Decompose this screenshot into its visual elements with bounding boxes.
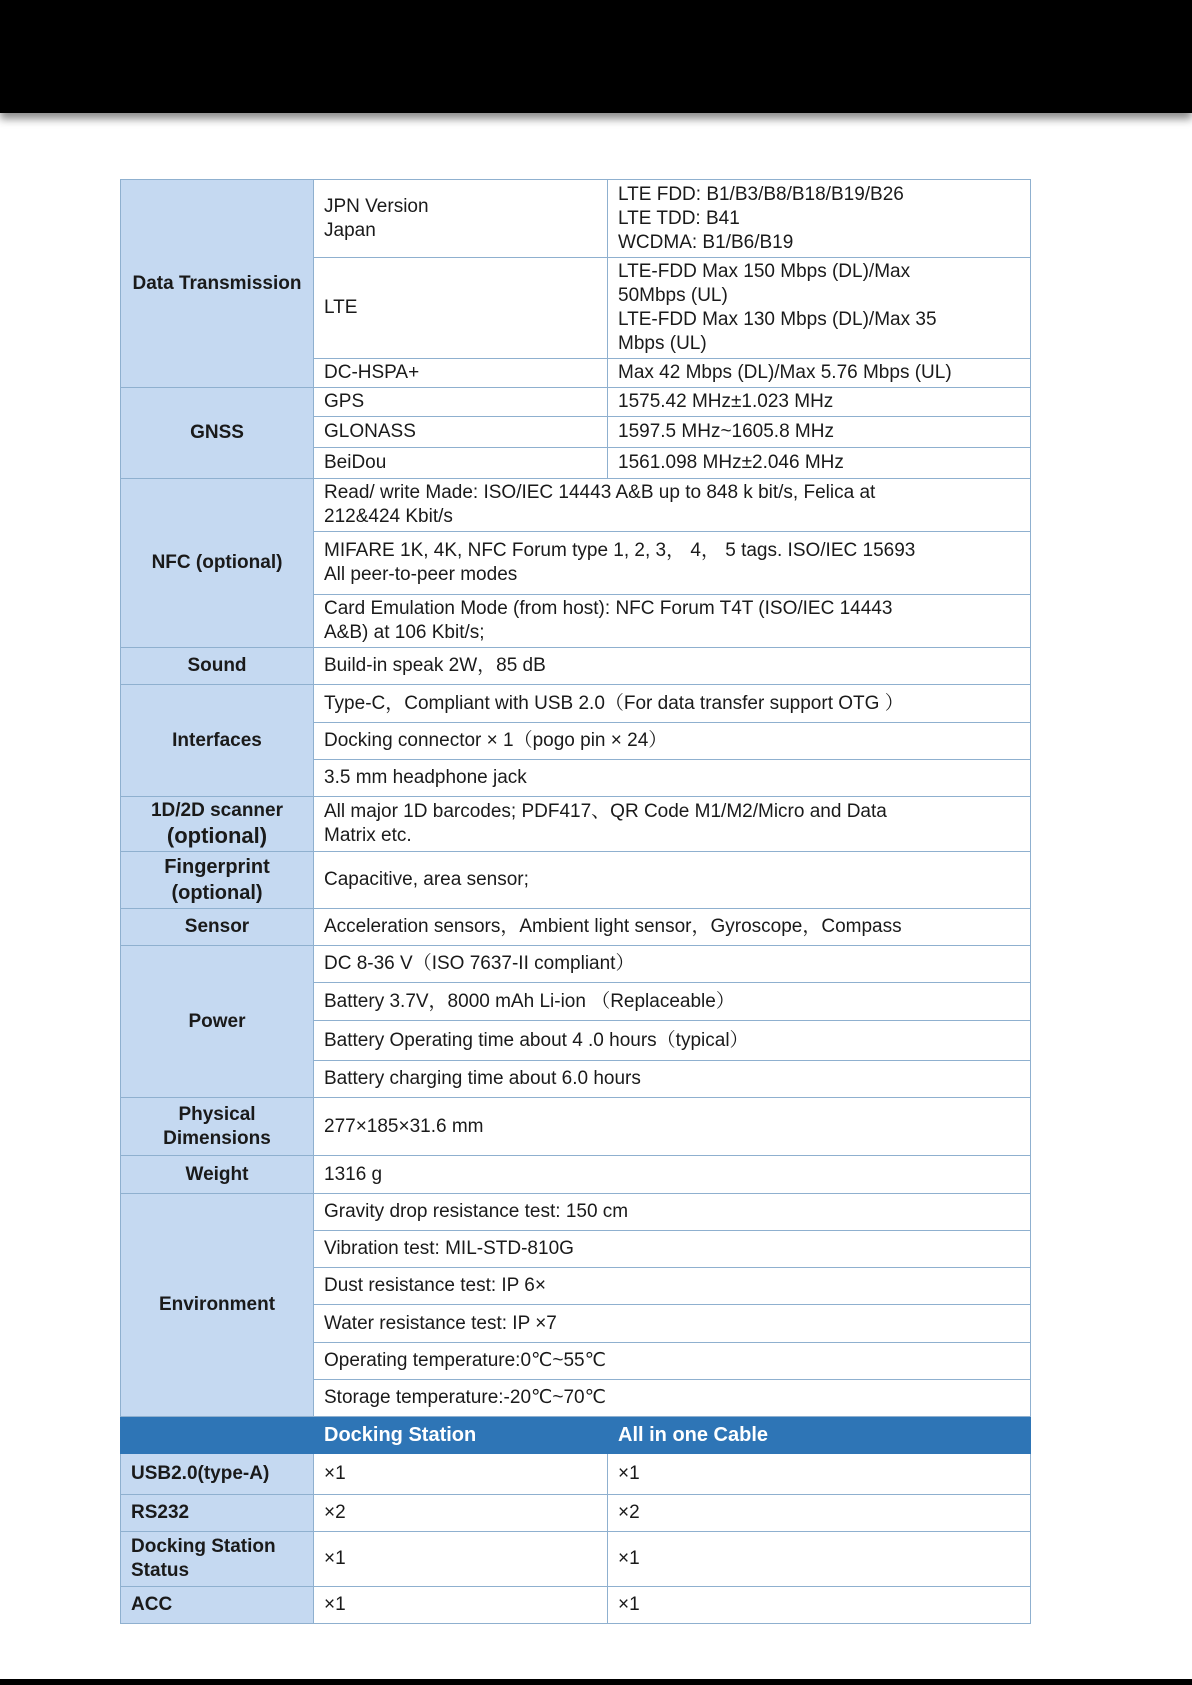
band-line: LTE FDD: B1/B3/B8/B18/B19/B26 <box>618 183 904 205</box>
category-sound: Sound <box>121 648 314 685</box>
category-fingerprint <box>121 852 314 909</box>
table-row <box>121 797 1031 852</box>
accessory-label: ACC <box>121 1587 314 1624</box>
lte-line: LTE-FDD Max 150 Mbps (DL)/Max <box>618 261 911 282</box>
environment-item: Operating temperature:0℃~55℃ <box>314 1343 1031 1380</box>
fingerprint-value: Capacitive, area sensor; <box>314 852 1031 909</box>
jpn-label-line: Japan <box>324 219 376 241</box>
bottom-black-line <box>0 1679 1192 1685</box>
table-row <box>121 1156 1031 1194</box>
category-interfaces: Interfaces <box>121 685 314 797</box>
accessory-cable-value: ×2 <box>608 1495 1031 1532</box>
environment-item: Vibration test: MIL-STD-810G <box>314 1231 1031 1268</box>
category-data-transmission: Data Transmission <box>121 180 314 388</box>
nfc-line: A&B) at 106 Kbit/s; <box>324 622 485 643</box>
category-power: Power <box>121 946 314 1098</box>
category-weight: Weight <box>121 1156 314 1194</box>
gnss-label: GLONASS <box>314 417 608 448</box>
accessory-cable-value: ×1 <box>608 1587 1031 1624</box>
nfc-line: 212&424 Kbit/s <box>324 506 453 527</box>
accessory-header-blank <box>121 1417 314 1454</box>
gnss-value: 1561.098 MHz±2.046 MHz <box>608 448 1031 479</box>
environment-item: Dust resistance test: IP 6× <box>314 1268 1031 1305</box>
power-item: Battery 3.7V，8000 mAh Li-ion （Replaceable） <box>314 983 1031 1021</box>
nfc-line: MIFARE 1K, 4K, NFC Forum type 1, 2, 3， 4， 5 tags. ISO/IEC 15693 <box>324 540 916 561</box>
accessory-cable-value: ×1 <box>608 1454 1031 1495</box>
table-row <box>121 1532 1031 1587</box>
jpn-version-label <box>314 180 608 258</box>
category-line: Physical <box>178 1103 256 1125</box>
category-gnss: GNSS <box>121 388 314 479</box>
table-row <box>121 852 1031 909</box>
table-row <box>121 1098 1031 1156</box>
gnss-label: GPS <box>314 388 608 417</box>
band-line: WCDMA: B1/B6/B19 <box>618 231 794 253</box>
accessory-label: Docking Station Status <box>121 1532 314 1587</box>
accessory-docking-value: ×2 <box>314 1495 608 1532</box>
interface-item: 3.5 mm headphone jack <box>314 760 1031 797</box>
lte-values <box>608 258 1031 359</box>
category-nfc: NFC (optional) <box>121 479 314 648</box>
table-row <box>121 1194 1031 1231</box>
hspa-value: Max 42 Mbps (DL)/Max 5.76 Mbps (UL) <box>608 359 1031 388</box>
power-item: Battery charging time about 6.0 hours <box>314 1061 1031 1098</box>
nfc-item <box>314 532 1031 595</box>
sensor-value: Acceleration sensors，Ambient light sensor，Gyroscope，Compass <box>314 909 1031 946</box>
hspa-label: DC-HSPA+ <box>314 359 608 388</box>
category-line: (optional) <box>171 882 263 904</box>
nfc-item <box>314 479 1031 532</box>
spec-table <box>120 179 1031 1624</box>
table-row <box>121 648 1031 685</box>
table-row <box>121 180 1031 258</box>
scanner-line: All major 1D barcodes; PDF417、QR Code M1/M2/Micro and Data <box>324 801 887 822</box>
table-row <box>121 946 1031 983</box>
power-item: Battery Operating time about 4 .0 hours（typical） <box>314 1021 1031 1061</box>
table-row <box>121 1495 1031 1532</box>
environment-item: Storage temperature:-20℃~70℃ <box>314 1380 1031 1417</box>
lte-label: LTE <box>314 258 608 359</box>
environment-item: Gravity drop resistance test: 150 cm <box>314 1194 1031 1231</box>
jpn-bands <box>608 180 1031 258</box>
category-line: Dimensions <box>163 1127 271 1149</box>
environment-item: Water resistance test: IP ×7 <box>314 1305 1031 1343</box>
accessory-header-cable: All in one Cable <box>608 1417 1031 1454</box>
nfc-line: Read/ write Made: ISO/IEC 14443 A&B up to 848 k bit/s, Felica at <box>324 482 876 503</box>
table-row <box>121 388 1031 417</box>
weight-value: 1316 g <box>314 1156 1031 1194</box>
power-item: DC 8-36 V（ISO 7637-II compliant） <box>314 946 1031 983</box>
lte-line: LTE-FDD Max 130 Mbps (DL)/Max 35 <box>618 309 937 330</box>
accessory-label: RS232 <box>121 1495 314 1532</box>
band-line: LTE TDD: B41 <box>618 207 740 229</box>
table-row <box>121 1587 1031 1624</box>
accessory-cable-value: ×1 <box>608 1532 1031 1587</box>
gnss-label: BeiDou <box>314 448 608 479</box>
gnss-value: 1597.5 MHz~1605.8 MHz <box>608 417 1031 448</box>
lte-line: 50Mbps (UL) <box>618 285 728 306</box>
accessory-docking-value: ×1 <box>314 1532 608 1587</box>
gnss-value: 1575.42 MHz±1.023 MHz <box>608 388 1031 417</box>
table-row <box>121 479 1031 532</box>
table-row <box>121 685 1031 723</box>
category-physical-dimensions <box>121 1098 314 1156</box>
accessory-header-docking: Docking Station <box>314 1417 608 1454</box>
lte-line: Mbps (UL) <box>618 333 707 354</box>
nfc-item <box>314 595 1031 648</box>
sound-value: Build-in speak 2W，85 dB <box>314 648 1031 685</box>
nfc-line: Card Emulation Mode (from host): NFC Forum T4T (ISO/IEC 14443 <box>324 598 893 619</box>
scanner-value <box>314 797 1031 852</box>
table-row <box>121 1454 1031 1495</box>
category-scanner <box>121 797 314 852</box>
accessory-label: USB2.0(type-A) <box>121 1454 314 1495</box>
category-line: (optional) <box>166 823 268 848</box>
category-environment: Environment <box>121 1194 314 1417</box>
table-row <box>121 909 1031 946</box>
interface-item: Docking connector × 1（pogo pin × 24） <box>314 723 1031 760</box>
physical-value: 277×185×31.6 mm <box>314 1098 1031 1156</box>
category-sensor: Sensor <box>121 909 314 946</box>
jpn-label-line: JPN Version <box>324 195 429 217</box>
accessory-header-row <box>121 1417 1031 1454</box>
top-black-bar <box>0 0 1192 113</box>
accessory-docking-value: ×1 <box>314 1454 608 1495</box>
accessory-docking-value: ×1 <box>314 1587 608 1624</box>
interface-item: Type-C，Compliant with USB 2.0（For data transfer support OTG ） <box>314 685 1031 723</box>
category-line: Fingerprint <box>164 856 270 878</box>
nfc-line: All peer-to-peer modes <box>324 564 518 585</box>
scanner-line: Matrix etc. <box>324 825 412 846</box>
category-line: 1D/2D scanner <box>150 800 283 821</box>
